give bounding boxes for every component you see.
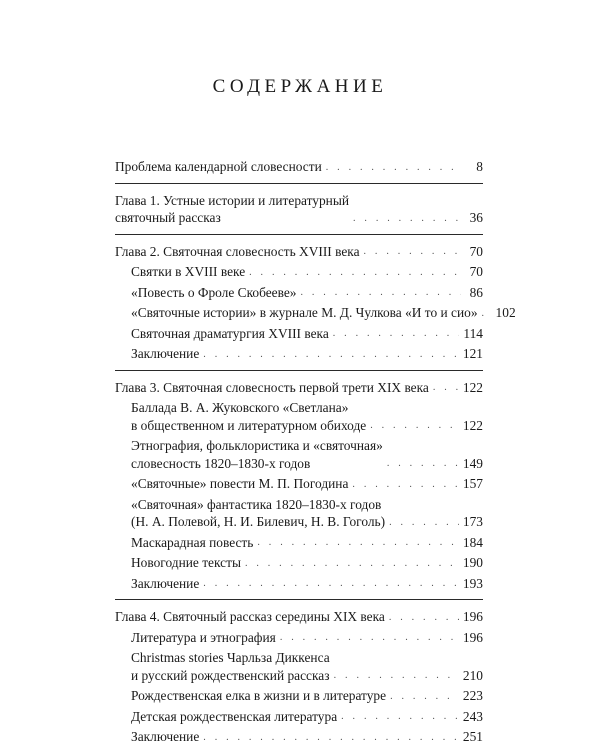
- dot-leader: [203, 350, 459, 360]
- toc-subentry[interactable]: [115, 554, 483, 572]
- toc-subentry[interactable]: [115, 263, 483, 281]
- toc-subentry[interactable]: [115, 325, 483, 343]
- toc-entry-chapter-3[interactable]: [115, 379, 483, 397]
- toc-page-number: 122: [462, 379, 483, 395]
- dot-leader: [249, 268, 461, 278]
- dot-leader: [326, 163, 461, 173]
- toc-subentry[interactable]: [115, 649, 483, 684]
- dot-leader: [245, 559, 459, 569]
- toc-entry-title: Литература и этнография: [131, 629, 276, 645]
- toc-page-number: 196: [462, 629, 483, 645]
- dot-leader: [341, 712, 459, 722]
- toc-page-number: 243: [462, 708, 483, 724]
- toc-page-number: 157: [462, 476, 483, 491]
- toc-subentry[interactable]: [115, 304, 516, 322]
- toc-entry-title: Рождественская елка в жизни и в литературе: [131, 688, 387, 703]
- toc-page-number: 193: [462, 575, 483, 591]
- toc-subentry[interactable]: [115, 475, 483, 493]
- toc-entry-title: Глава 4. Святочный рассказ середины XIX века: [115, 609, 385, 624]
- toc-page-number: 190: [462, 555, 483, 570]
- toc-page-number: 173: [462, 514, 483, 529]
- table-of-contents: [115, 158, 516, 746]
- toc-entry-title: «Святочные» повести М. П. Погодина: [131, 476, 349, 491]
- dot-leader: [364, 247, 461, 257]
- section-divider: [115, 370, 483, 371]
- toc-entry-title: Проблема календарной словесности: [115, 159, 322, 174]
- toc-page-number: 149: [462, 455, 483, 471]
- dot-leader: [352, 480, 458, 490]
- toc-page-number: 122: [462, 417, 483, 433]
- toc-entry-title: Глава 3. Святочная словесность первой трети XIX века: [115, 379, 429, 395]
- page-title: СОДЕРЖАНИЕ: [212, 76, 388, 97]
- toc-subentry[interactable]: [115, 728, 483, 746]
- toc-entry-chapter-2[interactable]: [115, 243, 483, 261]
- toc-subentry[interactable]: [115, 708, 483, 726]
- toc-entry-title: Заключение: [131, 729, 200, 744]
- toc-entry-title: Баллада В. А. Жуковского «Светлана» в общественном и литературном обиходе: [131, 400, 367, 433]
- dot-leader: [301, 288, 462, 298]
- toc-subentry[interactable]: [115, 534, 483, 552]
- toc-page-number: 36: [469, 210, 483, 225]
- dot-leader: [353, 214, 461, 224]
- toc-entry-title: «Повесть о Фроле Скобееве»: [131, 284, 297, 300]
- toc-entry-title: Новогодние тексты: [131, 555, 241, 570]
- dot-leader: [433, 383, 459, 393]
- toc-entry-title: Глава 1. Устные истории и литературный святочный рассказ: [115, 192, 350, 225]
- dot-leader: [387, 459, 459, 469]
- toc-subentry[interactable]: [115, 284, 483, 302]
- toc-entry-title: Заключение: [131, 575, 200, 591]
- toc-entry-chapter-4[interactable]: [115, 608, 483, 626]
- toc-entry-title: Детская рождественская литература: [131, 708, 338, 724]
- toc-entry-title: Святочная драматургия XVIII века: [131, 325, 329, 341]
- toc-entry-title: Этнография, фольклористика и «святочная» словесность 1820–1830-х годов: [131, 438, 383, 471]
- toc-entry-title: Заключение: [131, 346, 200, 361]
- toc-page-number: 114: [463, 325, 483, 341]
- dot-leader: [333, 329, 460, 339]
- toc-subentry[interactable]: [115, 629, 483, 647]
- toc-page-number: 196: [462, 609, 483, 624]
- section-divider: [115, 234, 483, 235]
- toc-page-number: 184: [462, 534, 483, 550]
- section-divider: [115, 599, 483, 600]
- toc-page-number: 223: [462, 688, 483, 703]
- toc-subentry[interactable]: [115, 575, 483, 593]
- toc-page-number: 210: [462, 667, 483, 683]
- section-divider: [115, 183, 483, 184]
- dot-leader: [482, 309, 492, 319]
- toc-page-number: 251: [462, 729, 483, 744]
- toc-page-number: 70: [469, 264, 483, 279]
- toc-page-number: 8: [476, 159, 483, 174]
- toc-entry-title: Святки в XVIII веке: [131, 264, 246, 279]
- dot-leader: [389, 613, 459, 623]
- dot-leader: [389, 518, 459, 528]
- toc-entry-intro[interactable]: [115, 158, 483, 176]
- toc-page-number: 86: [469, 284, 483, 300]
- toc-subentry[interactable]: [115, 687, 483, 705]
- toc-page-number: 121: [462, 346, 483, 361]
- toc-entry-title: «Святочная» фантастика 1820–1830-х годов (Н. А. Полевой, Н. И. Билевич, Н. В. Гоголь): [131, 496, 386, 529]
- toc-entry-title: Christmas stories Чарльза Диккенса и русский рождественский рассказ: [131, 650, 330, 683]
- dot-leader: [390, 692, 459, 702]
- toc-entry-title: Маскарадная повесть: [131, 534, 254, 550]
- toc-page-number: 102: [495, 305, 516, 320]
- toc-page-number: 70: [469, 243, 483, 259]
- toc-subentry[interactable]: [115, 496, 483, 531]
- toc-entry-title: Глава 2. Святочная словесность XVIII века: [115, 243, 360, 259]
- dot-leader: [203, 733, 459, 743]
- toc-entry-title: «Святочные истории» в журнале М. Д. Чулкова «И то и сио»: [131, 305, 478, 320]
- dot-leader: [203, 579, 459, 589]
- dot-leader: [257, 538, 459, 548]
- dot-leader: [280, 633, 459, 643]
- toc-subentry[interactable]: [115, 437, 483, 472]
- toc-entry-chapter-1[interactable]: [115, 192, 483, 227]
- toc-subentry[interactable]: [115, 345, 483, 363]
- dot-leader: [334, 671, 459, 681]
- toc-subentry[interactable]: [115, 399, 483, 434]
- dot-leader: [370, 421, 459, 431]
